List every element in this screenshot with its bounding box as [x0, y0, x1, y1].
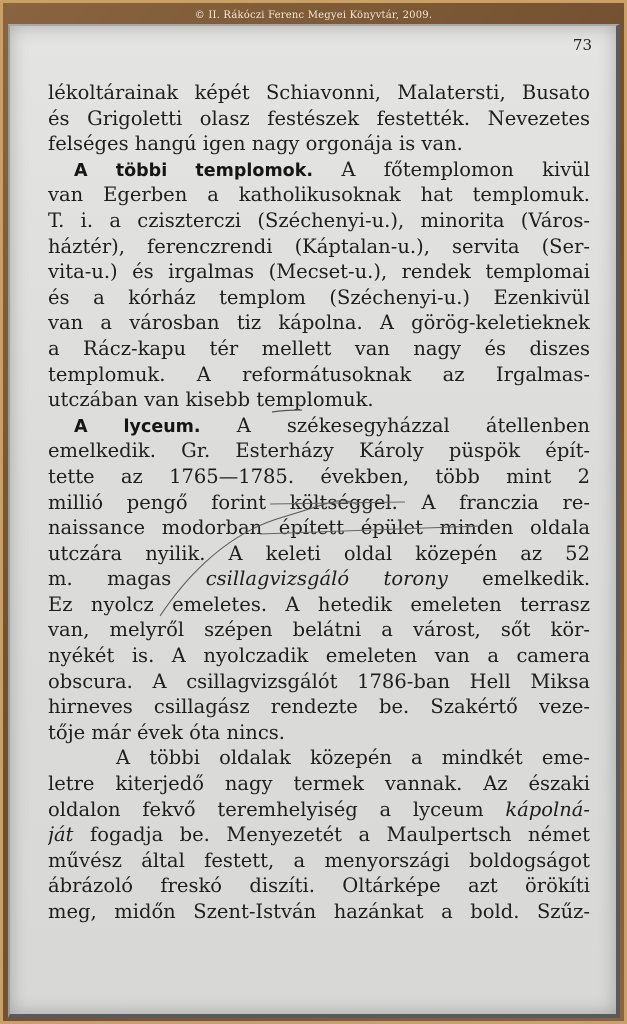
text-line: [48, 413, 590, 439]
text-line: tője már évek óta nincs.: [48, 720, 285, 744]
text-line: millió pengő forint költséggel. A franczia re-: [48, 490, 590, 514]
text-line: [48, 157, 590, 183]
text-span: m. magas: [48, 567, 172, 591]
text-line: van Egerben a katholikusoknak hat templomuk.: [48, 183, 590, 207]
text-line: [48, 822, 590, 848]
text-line: van a városban tiz kápolna. A görög-keletieknek: [48, 311, 590, 335]
text-line: emelkedik. Gr. Esterházy Károly püspök épít-: [48, 439, 590, 463]
text-line: utczában van kisebb templomuk.: [48, 388, 374, 412]
text-line: tette az 1765—1785. években, több mint 2: [48, 464, 590, 488]
page-number: 73: [572, 36, 592, 54]
text-line: [48, 566, 590, 592]
emphasized-term: csillagvizsgáló torony: [205, 567, 448, 591]
text-line: háztér), ferenczrendi (Káptalan-u.), servita (Ser-: [48, 234, 590, 258]
book-page: [8, 24, 620, 1018]
text-line: A többi oldalak közepén a mindkét eme-: [116, 746, 590, 770]
text-line: vita-u.) és irgalmas (Mecset-u.), rendek templomai: [48, 260, 590, 284]
text-line: művész által festett, a menyországi boldogságot: [48, 848, 590, 872]
text-line: [48, 797, 590, 823]
section-heading-lyceum: A lyceum.: [74, 416, 201, 437]
text-span: oldalon fekvő teremhelyiség a lyceum: [48, 797, 484, 821]
text-line: a Rácz-kapu tér mellett van nagy és diszes: [48, 336, 590, 360]
text-span: A főtemplomon kivül: [341, 157, 590, 181]
text-span: fogadja be. Menyezetét a Maulpertsch német: [89, 823, 590, 847]
section-heading-templomok: A többi templomok.: [74, 160, 313, 181]
text-line: templomuk. A reformátusoknak az Irgalmas-: [48, 362, 590, 386]
emphasized-term: kápolná-: [505, 797, 590, 821]
text-line: nyékét is. A nyolczadik emeleten van a camera: [48, 644, 590, 668]
text-line: T. i. a cziszterczi (Széchenyi-u.), minorita (Város-: [48, 208, 590, 232]
text-line: lékoltárainak képét Schiavonni, Malatersti, Busato: [48, 81, 590, 104]
text-line: naissance modorban épített épület minden oldala: [48, 516, 590, 540]
text-line: utczára nyilik. A keleti oldal közepén az 52: [48, 541, 590, 565]
text-line: Ez nyolcz emeletes. A hetedik emeleten terrasz: [48, 592, 590, 616]
text-line: ábrázoló freskó diszíti. Oltárképe azt örökíti: [48, 874, 590, 898]
page-text: [48, 80, 590, 925]
text-span: emelkedik.: [482, 567, 590, 591]
text-line: letre kiterjedő nagy termek vannak. Az északi: [48, 772, 590, 796]
text-line: meg, midőn Szent-István hazánkat a bold. Szűz-: [48, 900, 590, 923]
text-line: felséges hangú igen nagy orgonája is van.: [48, 132, 463, 156]
text-line: és Grigoletti olasz festészek festették. Nevezetes: [48, 106, 590, 130]
text-line: hirneves csillagász rendezte be. Szakértő veze-: [48, 695, 590, 719]
text-line: van, melyről szépen belátni a várost, sőt kör-: [48, 618, 590, 642]
text-line: és a kórház templom (Széchenyi-u.) Ezenkivül: [48, 285, 590, 309]
text-span: A székesegyházzal átellenben: [236, 413, 590, 437]
emphasized-term: ját: [48, 823, 74, 847]
text-line: obscura. A csillagvizsgálót 1786-ban Hell Miksa: [48, 669, 590, 693]
copyright-watermark: © II. Rákóczi Ferenc Megyei Könyvtár, 2009.: [194, 10, 433, 21]
